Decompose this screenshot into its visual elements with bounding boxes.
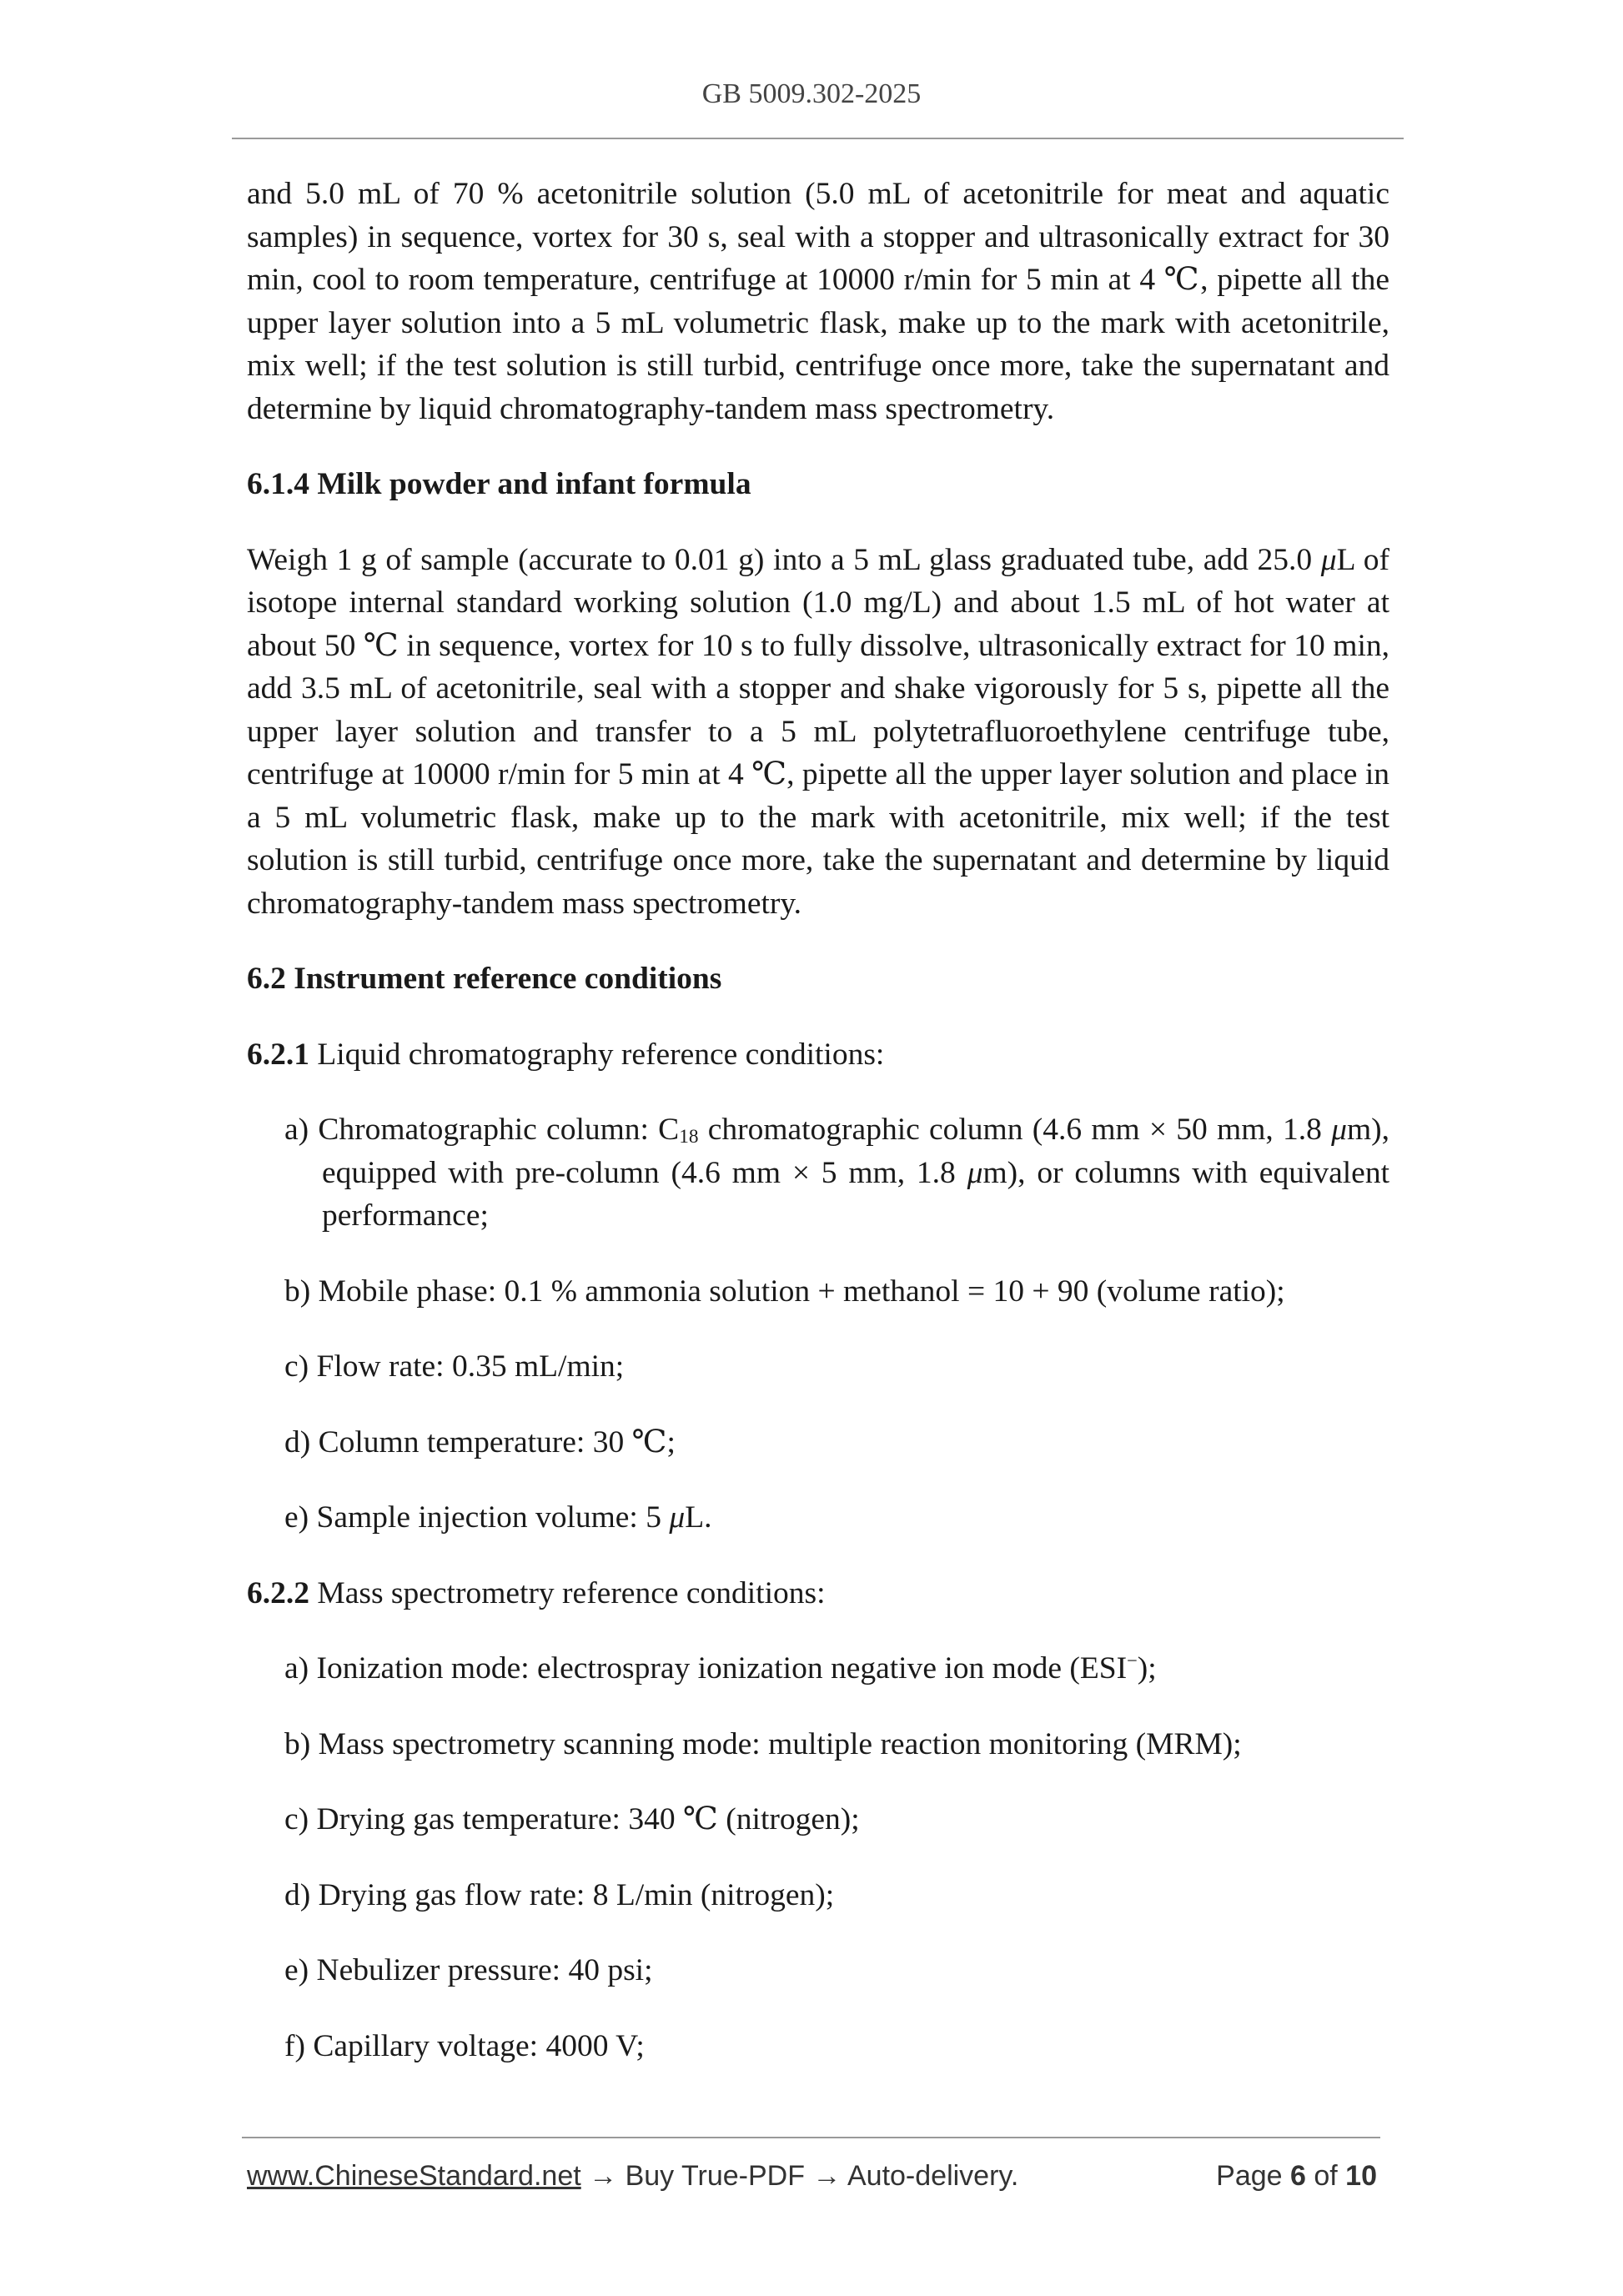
page-number: Page 6 of 10 <box>1216 2160 1377 2192</box>
current-page: 6 <box>1290 2160 1306 2192</box>
list-item-ms-capillary: f) Capillary voltage: 4000 V; <box>284 2028 645 2063</box>
list-item-ms-ionization: a) Ionization mode: electrospray ionization negative ion mode (ESI−); <box>284 1650 1157 1686</box>
list-item-ms-gas-flow: d) Drying gas flow rate: 8 L/min (nitrogen); <box>284 1877 835 1912</box>
paragraph-milk-powder: Weigh 1 g of sample (accurate to 0.01 g) into a 5 mL glass graduated tube, add 25.0 μL of isotope internal standard working solution (1.0 mg/L) and about 1.5 mL of hot water at about 50 ℃ in sequence, vortex for 10 s to fully dissolve, ultrasonically extract for 10 min, add 3.5 mL of acetonitrile, seal with a stopper and shake vigorously for 5 s, pipette all the upper layer solution and transfer to a 5 mL polytetrafluoroethylene centrifuge tube, centrifuge at 10000 r/min for 5 min at 4 ℃, pipette all the upper layer solution and place in a 5 mL volumetric flask, make up to the mark with acetonitrile, mix well; if the test solution is still turbid, centrifuge once more, take the supernatant and determine by liquid chromatography-tandem mass spectrometry. <box>247 542 1389 921</box>
heading-6-2: 6.2 Instrument reference conditions <box>247 962 722 996</box>
page-footer <box>247 2160 1377 2193</box>
document-body <box>247 173 1389 2067</box>
subheading-6-2-1: 6.2.1 Liquid chromatography reference conditions: <box>247 1037 885 1072</box>
website-link[interactable]: www.ChineseStandard.net <box>247 2160 581 2192</box>
list-item-ms-scan-mode: b) Mass spectrometry scanning mode: multiple reaction monitoring (MRM); <box>284 1726 1242 1761</box>
standard-number: GB 5009.302-2025 <box>701 78 922 109</box>
list-item-lc-injection-volume: e) Sample injection volume: 5 μL. <box>284 1500 712 1535</box>
list-item-lc-column-temp: d) Column temperature: 30 ℃; <box>284 1424 676 1459</box>
page-header <box>0 78 1623 110</box>
total-pages: 10 <box>1345 2160 1377 2192</box>
list-item-ms-gas-temp: c) Drying gas temperature: 340 ℃ (nitrogen); <box>284 1802 860 1836</box>
list-item-lc-flow-rate: c) Flow rate: 0.35 mL/min; <box>284 1349 625 1384</box>
footer-tagline: → Buy True-PDF → Auto-delivery. <box>580 2160 1019 2192</box>
list-item-lc-mobile-phase: b) Mobile phase: 0.1 % ammonia solution + methanol = 10 + 90 (volume ratio); <box>284 1274 1285 1309</box>
subheading-6-2-2: 6.2.2 Mass spectrometry reference conditions: <box>247 1575 826 1610</box>
heading-6-1-4: 6.1.4 Milk powder and infant formula <box>247 467 751 501</box>
list-item-ms-nebulizer: e) Nebulizer pressure: 40 psi; <box>284 1953 653 1987</box>
header-divider <box>232 138 1404 139</box>
list-item-lc-column: a) Chromatographic column: $C_{18}$ chromatographic column (4.6 mm × 50 mm, 1.8 μm), equipped with pre-column (4.6 mm × 5 mm, 1.8 μm), or columns with equivalent performance; <box>284 1113 1389 1233</box>
footer-divider <box>242 2137 1380 2138</box>
paragraph-intro: and 5.0 mL of 70 % acetonitrile solution (5.0 mL of acetonitrile for meat and aquatic samples) in sequence, vortex for 30 s, seal with a stopper and ultrasonically extract for 30 min, cool to room temperature, centrifuge at 10000 r/min for 5 min at 4 ℃, pipette all the upper layer solution into a 5 mL volumetric flask, make up to the mark with acetonitrile, mix well; if the test solution is still turbid, centrifuge once more, take the supernatant and determine by liquid chromatography-tandem mass spectrometry. <box>247 177 1389 426</box>
